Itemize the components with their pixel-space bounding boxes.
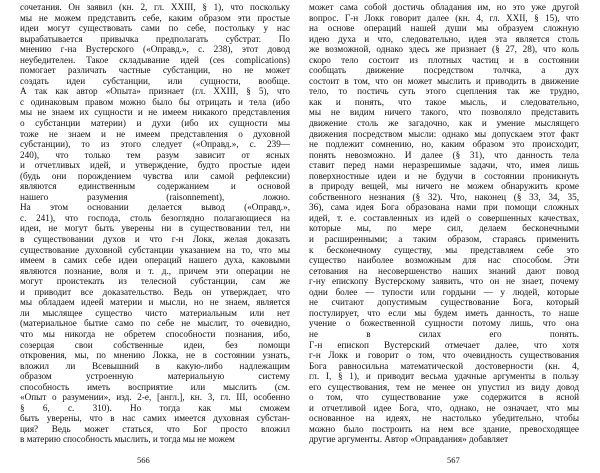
text-line: сообщать движение посредством толчка, а дух [309,65,579,76]
text-line: являются познание, воля и т. д., причем эти операции не [20,265,290,276]
text-line: созерцая свои собственные идеи, без помощи [20,339,290,350]
text-line: субстанции), то из этого следует («Оправд.», с. 239— [20,139,290,150]
text-line: которые мы, по мере сил, делаем бесконечными [309,223,579,234]
text-line: сетования на несовершенство наших знаний дают повод [309,265,579,276]
right-page-text [309,2,579,445]
text-line: в существовании духов и что г-н Локк, желая доказать [20,234,290,245]
text-line: мнению г-на Вустерского («Оправд.», с. 238), этот довод [20,44,290,55]
text-line: идей, т. е. составленных из идей о совершенных качествах, [309,212,579,223]
text-line: идеи могут существовать сами по себе, постольку у нас [20,23,290,34]
text-line: вопрос. Г-н Локк говорит далее (кн. 4, гл. XXII, § 15), что [309,12,579,23]
text-line: неубедителен. Такое складывание идей (ces complications) [20,54,290,65]
text-line: и расширенными; а таким образом, стараясь применить [309,234,579,245]
text-line: понять невозможно. И далее (§ 31), что данность тела [309,149,579,160]
text-line: движения посредством мысли: однако мы допускаем этот факт [309,128,579,139]
text-line: и отчетливой идее Бога, что, однако, не означает, что мы [309,402,579,413]
text-line: гл. I, § 1), и приводит весьма удачные аргументы в пользу [309,371,579,382]
text-line: § 6, с. 310). Но тогда как мы сможем [20,402,290,413]
text-line: (будь они порождением чувства или самой рефлексии) [20,170,290,181]
text-line: мы не можем представить себе, каким образом эти простые [20,12,290,23]
text-line: имеем в самих себе идеи операций нашего духа, каковыми [20,255,290,266]
text-line: быть уверены, что в нас самих имеется духовная субстан- [20,413,290,424]
text-line: ли мыслящее существо чисто материальным или нет [20,307,290,318]
text-line: учение о божественной сущности потому лишь, что она [309,318,579,329]
text-line: образом устроенную материальную систему [20,371,290,382]
text-line: с. 241), что господа, столь безоглядно полагающиеся на [20,212,290,223]
text-line: движение столь же загадочно, как и умение мыслящего [309,118,579,129]
text-line: Г-н епископ Вустерский отмечает далее, что хотя [309,339,579,350]
text-line: собственного незнания (§ 32). Что, наконец (§ 33, 34, 35, [309,191,579,202]
text-line: мы обладаем идеей материи и мысли, но не знаем, является [20,297,290,308]
text-line: не в силах его понять. [309,328,579,339]
text-line: в материю способность мыслить, и тогда мы не можем [20,434,235,445]
left-page-number: 566 [137,455,150,465]
text-line: его существования, тем не менее он упустил из виду довод [309,381,579,392]
text-line: с одинаковым правом можно было бы отрицать и тела (ибо [20,96,290,107]
text-line: основанное на идеях, не настолько убедительно, чтобы [309,413,579,424]
right-page-number: 567 [447,455,460,465]
text-line: Бога равносильна математической достоверности (кн. 4, [309,360,579,371]
text-line: идею духа и что, следовательно, идея эта является столь [309,33,579,44]
text-line: «Опыт о разумении», изд. 2-е, [англ.], кн. 3, гл. III, особенно [20,392,290,403]
text-line: (материальное бытие само по себе не мыслит, то очевидно, [20,318,290,329]
text-line: ция? Ведь может статься, что Бог просто вложил [20,423,290,434]
text-line: как и понять, что такое мысль, и следовательно, [309,96,579,107]
text-line: ставит перед нами неразрешимые задачи, что, имея лишь [309,160,579,171]
text-line: на основе операций нашей души мы образуем сложную [309,23,579,34]
text-line: существо наиболее возможным для нас способом. Эти [309,255,579,266]
text-line: что мы никогда не обретем способности познания, ибо, [20,328,290,339]
text-line: одни более — тупости или гордыни — у людей, которые [309,286,579,297]
text-line: могут проистекать из телесной субстанции, сам же [20,276,290,287]
text-line: тоже не знаем и не имеем представления о духовной [20,128,290,139]
text-line: скоро тело состоит из плотных частиц и в состоянии [309,54,579,65]
text-line: помогает различать частные субстанции, но не может [20,65,290,76]
text-line: поверхностные идеи и не будучи в состоянии проникнуть [309,170,579,181]
text-line: существование духовной субстанции указанием на то, что мы [20,244,290,255]
text-line: и отчетливых идей, и утверждение, будто простые идеи [20,160,290,171]
text-line: может сама собой достичь обладания им, но это уже другой [309,2,579,12]
text-line: откровения, мы, по мнению Локка, не в состоянии узнать, [20,350,290,361]
text-line: являются единственным содержанием и основой [20,181,290,192]
text-line: состоит в том, что он может мыслить и приводить в движение [309,75,579,86]
text-line: нашего разумения (raisonnement), ложно. [20,191,290,202]
text-line: г-ну епископу Вустерскому заявить, что он не знает, почему [309,276,579,287]
text-line: На этом основании делается вывод («Оправд.», [20,202,290,213]
text-line: 36), сама идея Бога образована нами при помощи сложных [309,202,579,213]
text-line: можно было построить на нем все здание, превосходящее [309,423,579,434]
text-line: вырабатывается привычка предполагать субстрат. По [20,33,290,44]
text-line: о субстанции материи) и духи (ибо их сущности мы [20,118,290,129]
text-line: же возможной, однако здесь же признает (§ 27, 28), что коль [309,44,579,55]
text-line: не подлежит сомнению, но, каким образом это происходит, [309,139,579,150]
text-line: идеи, не могут быть уверены ни в существовании тел, ни [20,223,290,234]
text-line: тело, то постичь суть этого сцепления так же трудно, [309,86,579,97]
text-line: и приводит все доказательство. Ведь он утверждает, что [20,286,290,297]
text-line: 240), что только тем разум зависит от ясных [20,149,290,160]
text-line: сочетания. Он заявил (кн. 2, гл. XXIII, § 1), что поскольку [20,2,290,12]
text-line: способность иметь восприятие или мыслить (см. [20,381,290,392]
text-line: о том, что существование уже содержится в ясной [309,392,579,403]
text-line: мы не знаем их сущности и не имеем никакого представления [20,107,290,118]
text-line: мы не видим ничего такого, что позволяло представить [309,107,579,118]
text-line: к бесконечному существу, мы представляем себе это [309,244,579,255]
text-line: г-н Локк и говорит о том, что очевидность существования [309,350,579,361]
text-line: вложил ли Всевышний в какую-либо надлежащим [20,360,290,371]
text-line: в природу вещей, мы ничего не можем обнаружить кроме [309,181,579,192]
text-line: другие аргументы. Автор «Оправдания» добавляет [309,434,509,445]
text-line: не считают допустимым существование Бога, который [309,297,579,308]
text-line: А так как автор «Опыта» признает (гл. XXIII, § 5), что [20,86,290,97]
left-page-text [20,2,290,445]
text-line: постулирует, что если мы будем иметь данность, то наше [309,307,579,318]
text-line: создать идеи субстанции, или сущности, вообще. [20,75,290,86]
